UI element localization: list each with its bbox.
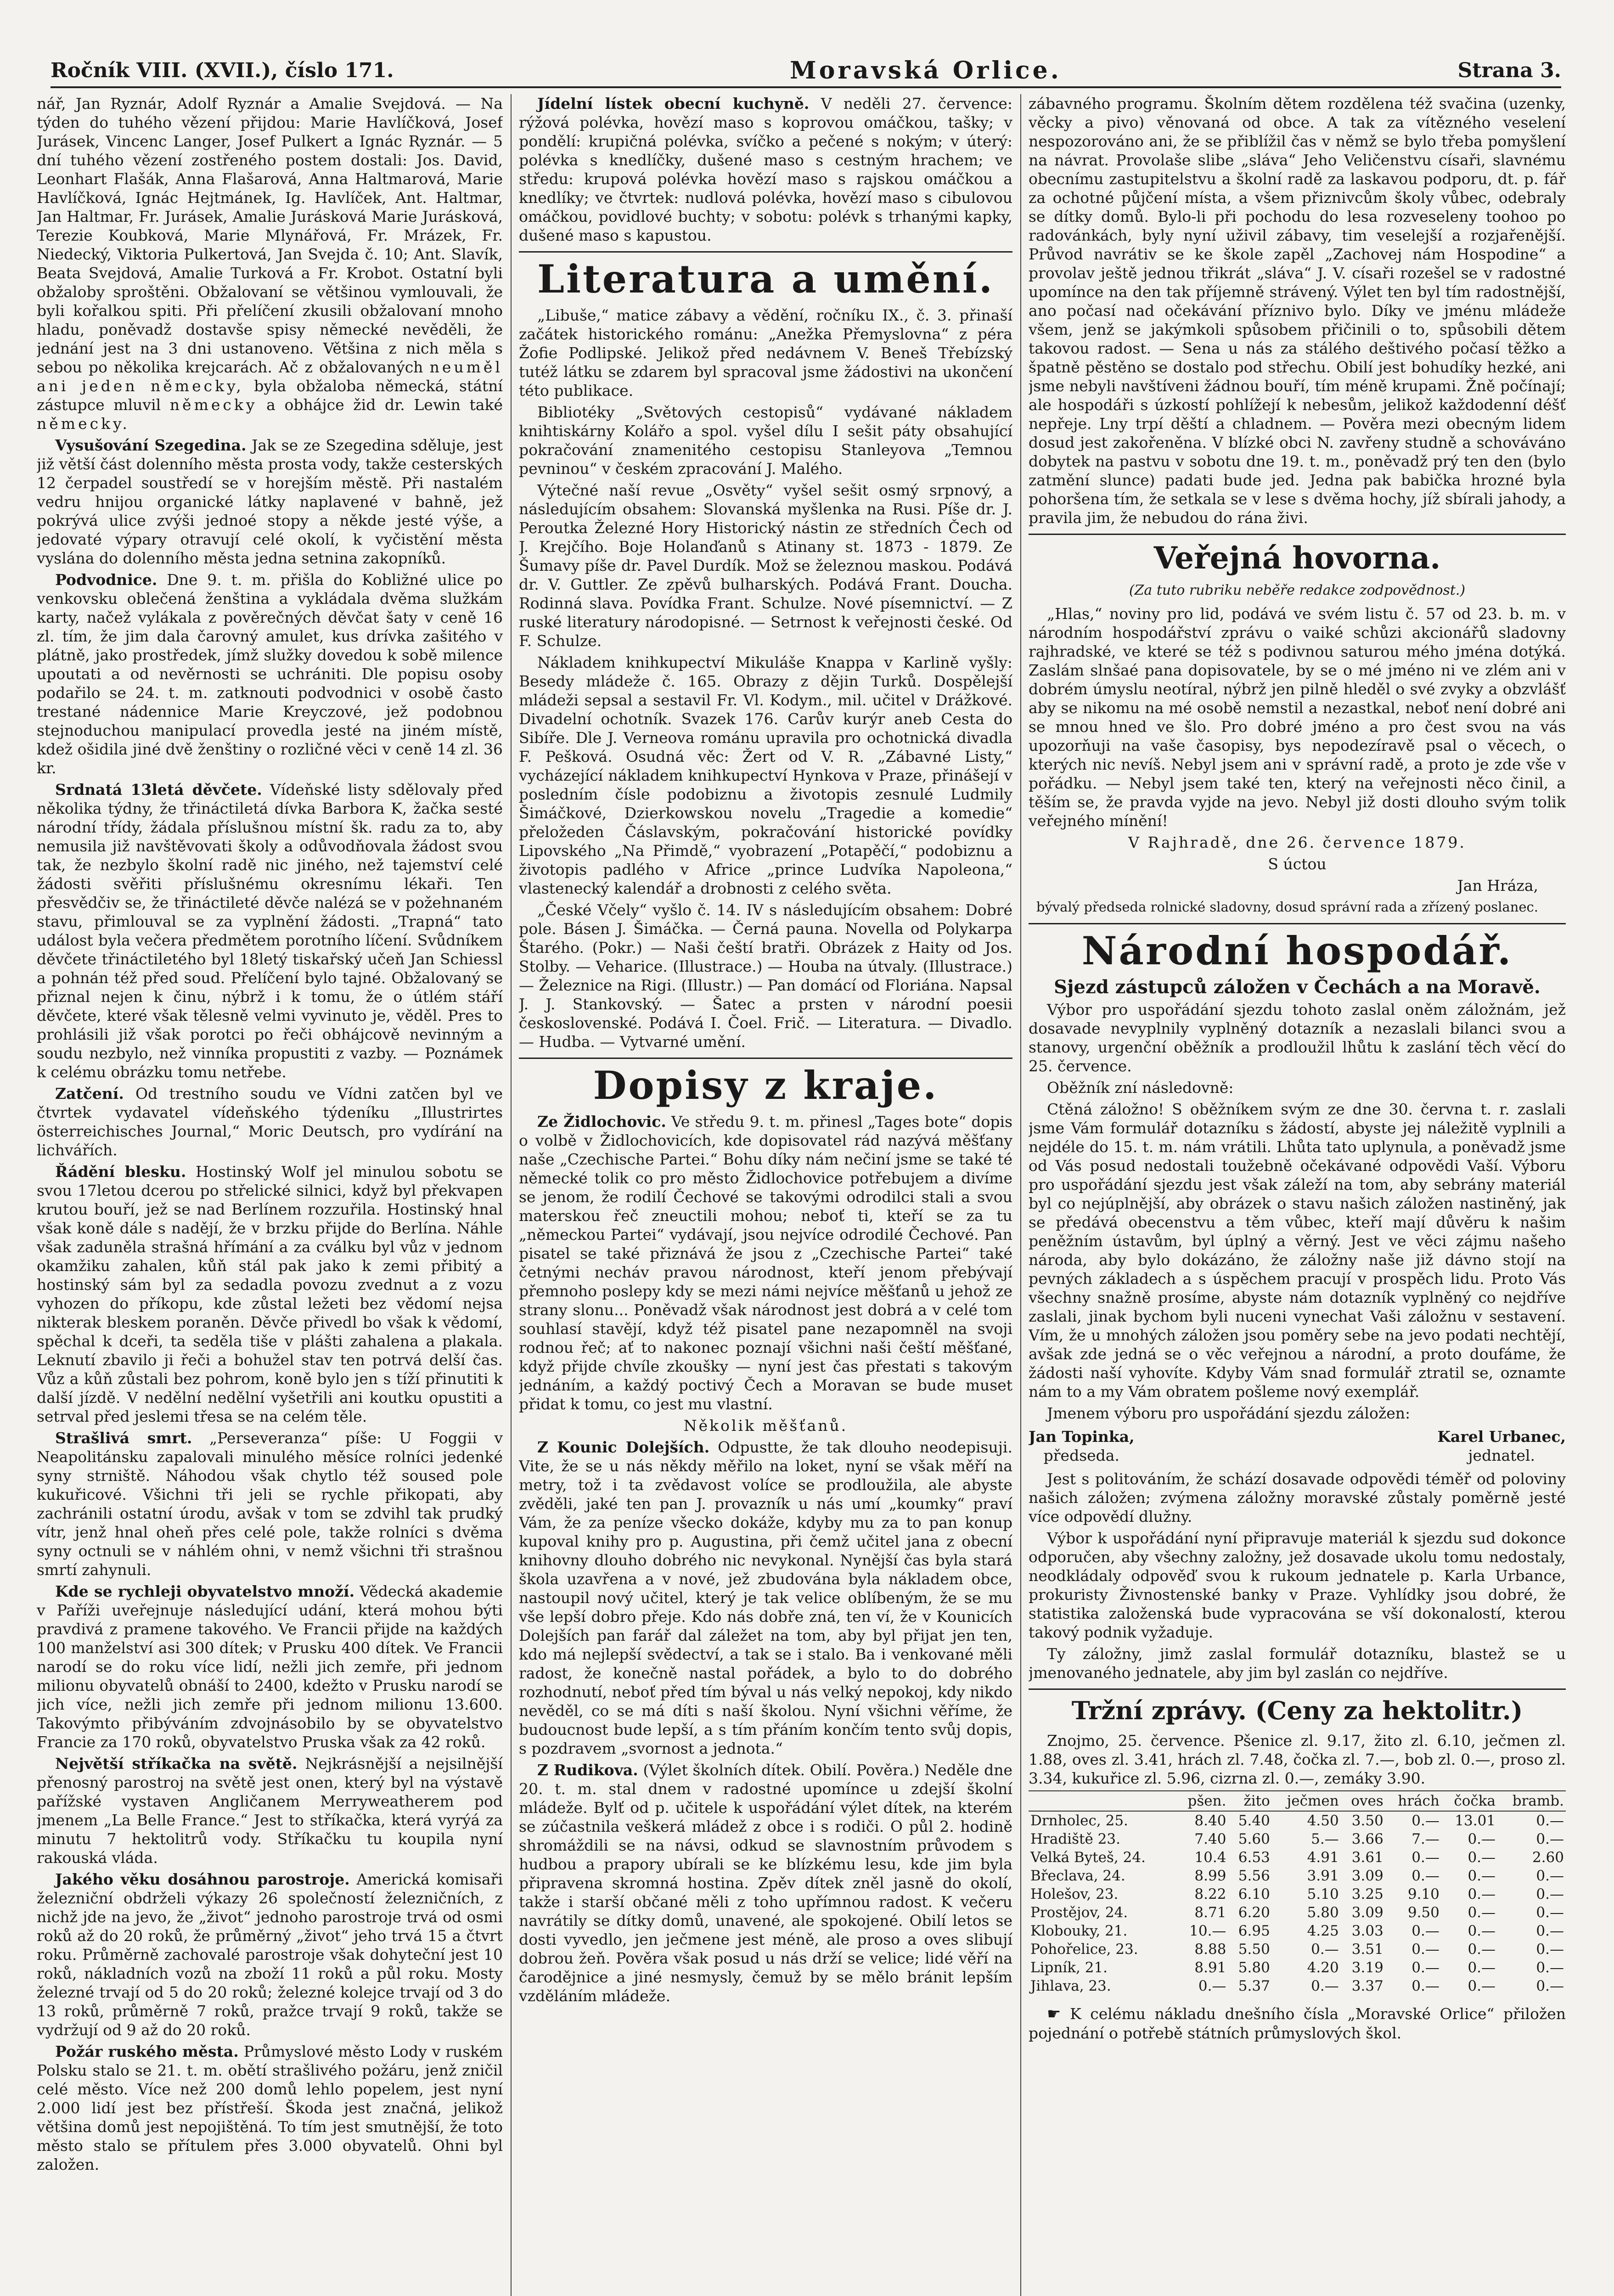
section-title-public-forum: Veřejná hovorna. [1029, 534, 1566, 576]
table-cell: 0.— [1468, 1959, 1496, 1976]
table-row [1029, 1958, 1566, 1977]
table-cell: Prostějov, 24. [1030, 1904, 1128, 1921]
table-cell: Pohořelice, 23. [1030, 1941, 1138, 1958]
news-item: Podvodnice. Dne 9. t. m. přišla do Kobližné ulice po venkovsku oblečená ženština a vykládala dvěma služkám karty, načež vylákala z pověrečných děvčat šaty v ceně 16 zl. tím, že jim dala čarovný amulet, kus drívka zašitého v plátně, jako prostředek, jímž služky dovedou k sobě milence upoutati a od nevěrnosti se uchrániti. Dle popisu osoby podařilo se 24. t. m. zatknouti podvodnici v osobě často trestané nádennice Marie Kreyczové, jež podobnou stejnoduchou manipulací provedla jesté na jiném místě, kdež ošidila jiné dvě ženštiny o rozličné věci v ceně 14 zl. 36 kr. [37, 571, 503, 777]
table-row [1029, 1922, 1566, 1940]
table-cell: 0.— [1311, 1978, 1339, 1994]
price-column-header: čočka [1441, 1791, 1497, 1811]
table-cell: 2.60 [1532, 1849, 1564, 1866]
table-cell: 0.— [1468, 1923, 1496, 1939]
price-column-header: ječmen [1272, 1791, 1341, 1811]
table-cell: 0.— [1468, 1978, 1496, 1994]
table-row [1029, 1848, 1566, 1867]
table-row [1029, 1811, 1566, 1830]
table-cell: Holešov, 23. [1030, 1886, 1119, 1902]
table-cell: 0.— [1536, 1978, 1564, 1994]
table-cell: 5.56 [1238, 1868, 1270, 1884]
price-column-header: oves [1341, 1791, 1385, 1811]
signature-left: Jan Topinka, předseda. [1029, 1428, 1135, 1464]
letter-item: Z Rudikova. (Výlet školních dítek. Obilí. Pověra.) Neděle dne 20. t. m. stal dnem v radostné upomínce u zdejší školní mládeže. Bylť od p. učitele k uspořádání výlet dítek, na kterém se zúčastnila veškerá mládež z obce i s rodiči. O půl 2. hodině shromáždili se na návsi, odkud se slavnostním průvodem s hudbou a prapory ubírali se ke blízkému lesu, kde jim byla připravena skromná hostina. Zpěv dítek zněl jasně do okolí, takže i starší občané měli z toho upřímnou radost. K večeru navrátily se dítky domů, unavené, ale spokojené. Obilí letos se dosti vyvedlo, jen ječmene jest méně, ale proso a oves slibují dobrou žeň. Pověra však posud u nás drží se velice; lidé věří na čarodějnice a jiné nesmysly, čemuž by se mělo bránit lepším vzděláním mládeže. [519, 1761, 1012, 2005]
table-cell: 0.— [1412, 1959, 1440, 1976]
column-divider [1020, 94, 1021, 2296]
table-cell: 0.— [1468, 1941, 1496, 1958]
table-cell: 3.50 [1351, 1812, 1383, 1829]
news-item: Jakého věku dosáhnou parostroje. Americká komisaři železniční obdrželi výkazy 26 společností železničních, z nichž jde na jevo, že „život“ jednoho parostroje trvá od osmi roků až do 20 roků, že průměrný „život“ jeho trvá 15 a čtvrt roku. Průměrně zachovalé parostroje však dohyteční jest 10 roků, nákladních vozů na zboží 11 roků a půl roku. Mosty železné trvají od 5 do 20 roků; železné kolejce trvají od 3 do 13 roků, průměrně 7 roků, pražce trvají 9 roků, takže se vydržují od 9 až do 20 roků. [37, 1870, 503, 2039]
page-header [51, 54, 1561, 88]
table-cell: 5.80 [1238, 1959, 1270, 1976]
table-cell: 8.91 [1194, 1959, 1226, 1976]
news-item: Řádění blesku. Hostinský Wolf jel minulou sobotu se svou 17letou dcerou po střelické silnici, když byl překvapen krutou bouří, jež se nad Berlínem rozzuřila. Hostinský hnal však koně dále s nadějí, že v brzku přijde do Berlína. Náhle však zaduněla strašná hřímání a za cválku byl vůz v jednom okamžiku zahalen, kůň stál pak jako k zemi přibitý a hostinský sám byl za sedadla povozu zvednut a z vozu vyhozen do příkopu, kde zůstal ležeti bez vědomí nejsa nikterak bleskem poraněn. Děvče přivedl bo však k vědomí, spěchal k dceři, ta seděla tiše v plášti zahalena a plakala. Leknutí zbavilo ji řeči a bohužel stav ten potrvá delší čas. Vůz a kůň zůstali bez pohrom, koně bylo jen s tíží přinutiti k další jízdě. V nedělní nedělní vyšetřili ani koutku opustiti a setrval před jeslemi třesa se na celém těle. [37, 1163, 503, 1425]
table-cell: 3.51 [1351, 1941, 1383, 1958]
table-cell: 8.40 [1194, 1812, 1226, 1829]
table-cell: Drnholec, 25. [1030, 1812, 1128, 1829]
table-cell: 8.22 [1194, 1886, 1226, 1902]
table-cell: 0.— [1412, 1941, 1440, 1958]
table-cell: 5.37 [1238, 1978, 1270, 1994]
table-cell: 3.91 [1307, 1868, 1339, 1884]
price-column-header [1029, 1791, 1176, 1811]
column-2 [519, 94, 1012, 2296]
table-cell: 3.09 [1351, 1904, 1383, 1921]
table-cell: 4.50 [1307, 1812, 1339, 1829]
table-cell: 0.— [1468, 1904, 1496, 1921]
literature-item: „Libuše,“ matice zábavy a vědění, ročníku IX., č. 3. přinaší začátek historického románu: „Anežka Přemyslovna“ z péra Žofie Podlipské. Jelikož před nedávnem V. Beneš Třebízský tutéž látku se zdarem byl spracoval jsme žádostivi na ukončení této publikace. [519, 306, 1012, 400]
table-row [1029, 1977, 1566, 1995]
table-cell: 8.88 [1194, 1941, 1226, 1958]
table-cell: 4.20 [1307, 1959, 1339, 1976]
table-cell: 0.— [1311, 1941, 1339, 1958]
table-cell: 8.71 [1194, 1904, 1226, 1921]
economy-item: Jmenem výboru pro uspořádání sjezdu záložen: [1047, 1404, 1411, 1422]
table-cell: 3.03 [1351, 1923, 1383, 1939]
section-disclaimer: (Za tuto rubriku neběře redakce zodpovědnost.) [1129, 582, 1466, 598]
section-title-literature: Literatura a umění. [519, 251, 1012, 301]
news-item: Vysušování Szegedina. Jak se ze Szegedina sděluje, jest již větší část dolenního města prosta vody, takže cesterských 12 čerpadel soustředí se v horejším městě. Při nastalém vedru hnijou organické látky naplavené v bahně, jež pokrývá ulice zvýši jednoé stopy a někde jesté výše, a jedovaté výpary otravují celé okolí, k vyčistění města vyslána do dolenního města jedna setnina zakopníků. [37, 436, 503, 567]
table-cell: 3.66 [1351, 1831, 1383, 1847]
economy-item: Ctěná záložno! S oběžníkem svým ze dne 30. června t. r. zaslali jsme Vám formulář dotazníku s žádostí, abyste jej náležitě vyplnili a nejdéle do 15. t. m. nám vrátili. Lhůta tato uplynula, a poněvadž jsme od Vás posud nedostali toužebně očekávané odpovědi Vaší. Výboru pro uspořádání sjezdu jest však záleží na tom, aby sebrány materiál byl co nejúplnější, aby obrázek o stavu našich záložen nastiněný, jak se předává obecenstvu a těm vůbec, kteří mají důvěru k našim peněžním ústavům, byl úplný a věrný. Jest ve věci zájmu našeho národa, aby bylo dokázáno, že záložny naše již dávno stojí na pevných základech a s úspěchem pracují v prospěch lidu. Proto Vás všechny snažně prosíme, abyste nám dotazník vyplněný co nejdříve zaslali, jinak bychom byli nuceni vynechat Vaši záložnu v sestavení. Vím, že u mnohých záložen jsou poměry sebe na jevo podati nechtějí, avšak zde jedná se o věc veřejnou a národní, a proto doufáme, že žádosti naší vyhovíte. Kdyby Vám snad formulář ztratil se, oznamte nám to a my Vám obratem pošleme nový exemplář. [1029, 1100, 1566, 1401]
literature-item: Výtečné naší revue „Osvěty“ vyšel sešit osmý srpnový, a následujícím obsahem: Slovanská myšlenka na Rusi. Píše dr. J. Peroutka Železné Hory Historický nástin ze středních Čech od J. Krejčího. Boje Holanďanů s Atinany st. 1873 - 1879. Ze Šumavy píše dr. Pavel Durdík. Mož se železnou maskou. Podává dr. V. Guttler. Ze zpěvů bulharských. Podává Frant. Doucha. Rodinná slava. Povídka Frant. Schulze. Nové písemnictví. — Z ruské literatury národopisné. — Setrnost k veřejnosti české. Od F. Schulze. [519, 481, 1012, 650]
news-item: Kde se rychleji obyvatelstvo množí. Vědecká akademie v Paříži uveřejnuje následující udání, která mohou býti pravdivá z pramene takového. Ve Francii přijde na každých 100 manželství asi 300 dítek; v Prusku 400 dítek. Ve Francii narodí se do roku více lidí, nežli jich zemře, při jednom milionu obyvatelů obnáší to 2400, kdežto v Prusku narodí se jich více, nežli jich zemře při jednom milionu 13.600. Takovýmto přibýváním zdvojnásobilo by se obyvatelstvo Francie za 170 roků, obyvatelstvo Pruska však za 42 roků. [37, 1582, 503, 1751]
table-cell: 7.— [1412, 1831, 1440, 1847]
table-cell: 5.— [1311, 1831, 1339, 1847]
news-item: Zatčení. Od trestního soudu ve Vídni zatčen byl ve čtvrtek vydavatel vídeňského týdeníku „Illustrirtes österreichisches Journal,“ Moric Deutsch, pro vydírání na lichvářích. [37, 1085, 503, 1159]
table-cell: 0.— [1468, 1868, 1496, 1884]
table-cell: 0.— [1412, 1978, 1440, 1994]
news-item: Jídelní lístek obecní kuchyně. V neděli 27. července: rýžová polévka, hovězí maso s koprovou omáčkou, tašky; v pondělí: krupičná polévka, svíčko a pečené s nokým; v úterý: polévka s knedlíčky, dušené maso s cestným hrachem; ve středu: krupová polévka hovězí maso s rajskou omáčkou a knedlíky; ve čtvrtek: nudlová polévka, hovězí maso s cibulovou omáčkou, povidlové buchty; v sobotu: polévk s trhanými kapky, dušené maso s kapustou. [519, 95, 1012, 244]
table-cell: 0.— [1412, 1868, 1440, 1884]
signature-right: Karel Urbanec, jednatel. [1437, 1428, 1566, 1464]
masthead-title: Moravská Orlice. [790, 56, 1062, 84]
table-cell: 7.40 [1194, 1831, 1226, 1847]
column-1 [37, 94, 503, 2296]
table-cell: 0.— [1468, 1886, 1496, 1902]
table-cell: 5.10 [1307, 1886, 1339, 1902]
letter-continuation: zábavného programu. Školním dětem rozdělena též svačina (uzenky, věcky a pivo) věnovaná od obce. A tak za vítězného veselení nespozorováno ani, že se přiblížil čas v němž se bylo třeba pomyšlení na návrat. Provolaše slibe „sláva“ Jeho Veličenstvu císaři, slavnému obecnímu zastupitelstvu a školní radě za laskavou podporu, dt. p. fář za ochotné půjčení místa, a všem přiznivcům školy vůbec, odebraly se dítky domů. Bylo-li při pochodu do lesa rozveseleny toohoo po radovánkách, byly nyní uživil zábavy, tim veselejší a rozjařenější. Průvod navrátiv se ke škole zapěl „Zachovej nám Hospodine“ a provolav ještě jednou třikrát „sláva“ J. V. císaři rozešel se v radostné upomínce na den tak příjemně strávený. Výlet ten byl tím radostnější, ano počasí nad očekávání příznivo bylo. Díky ve jménu mládeže všem, jenž se jakýmkoli spůsobem přičinili o to, spůsobili dětem takovou radost. — Sena u nás za stálého deštivého počasí těžko a špatně pěstěno se dostalo pod střechu. Obilí jest bohudíky hezké, ani jsme nebyli navštíveni žádnou bouří, tím méně krupami. Žně počínají; ale hospodáři s úzkostí pohlížejí k nebesům, jelikož každodenní déšť nepřeje. Lny trpí děští a chladnem. — Pověra mezi obecným lidem dosud jest zakořeněna. V blízké obci N. zavřeny studně a schováváno dobytek na pastvu v sobotu dne 19. t. m., poněvadž prý ten den (bylo zatmění slunce) padati bude jed. Jedna pak babička hrozné byla pohoršena tím, že setkala se v lese s dvěma hochy, jíž sbírali jahody, a pravila jim, že nebudou do rána živi. [1029, 95, 1566, 527]
table-cell: Klobouky, 21. [1030, 1923, 1128, 1939]
table-cell: 0.— [1536, 1831, 1564, 1847]
table-cell: 13.01 [1455, 1812, 1496, 1829]
table-cell: 6.20 [1238, 1904, 1270, 1921]
news-item: Největší stříkačka na světě. Nejkrásnější a nejsilnější přenosný parostroj na světě jest onen, který byl na výstavě pařížské vystaven Angličanem Merryweatherem pod jmenem „La Belle France.“ Jest to stříkačka, která vyrýá za minutu 7 hektolitrů vody. Stříkačku tu koupila nyní rakouská vláda. [37, 1755, 503, 1867]
economy-item: Ty záložny, jimž zaslal formulář dotazníku, blastež se u jmenovaného jednatele, aby jim byl zaslán co nejdříve. [1029, 1645, 1566, 1682]
letter-item: Z Kounic Dolejších. Odpustte, že tak dlouho neodepisuji. Vite, že se u nás někdy měřilo na loket, nyní se však měří na metry, tož i ta zvědavost volíce se prodloužila, ale abyste zvěděli, jaké ten pan J. provazník u nás umí „koumky“ praví Vám, že za peníze všecko dokáže, kdyby mu za to pan konup kupoval knihy pro p. Augustina, při čemž učitel jana z obecní knihovny dlouho dobrého nic nevykonal. Nynější čas byla stará škola uzavřena a v nové, jež zbudována byla nákladem obce, nastoupil nový učitel, který je tak velice oblíbeným, že se mu vše lepší dobro přeje. Kdo nás dobře zná, ten ví, že v Kounicích Dolejších pan farář dal záležet na tom, aby byl přijat jen ten, kdo má nejlepší svědectví, a tak se i stalo. Ba i venkované měli radost, že konečně nastal pořádek, a bylo to do dobrého rozhodnutí, neboť před tím býval u nás velký nepokoj, kdy nikdo nevěděl, co se má díti s naší školou. Nyní všichni věříme, že budoucnost bude lepší, a s tím přáním končím tento svůj dopis, s pozdravem „svornost a jednota.“ [519, 1438, 1012, 1757]
table-cell: 5.60 [1238, 1831, 1270, 1847]
letter-item: Ze Židlochovic. Ve středu 9. t. m. přinesl „Tages bote“ dopis o volbě v Židlochovicích, kde dopisovatel rád nazývá měšťany naše „Czechische Partei.“ Bohu díky nám nečiní jsme se také té německé tolik co pro město Židlochovice potřebujem a divíme se jenom, že rodilí Čechové se takovými odrodilci stali a svou materskou řeč zneuctili mohou; neboť ti, kteří se za tu „německou Partei“ vydávají, jsou nejvíce odrodilé Čechové. Pan pisatel se také přiznává že jsou z „Czechische Partei“ také četnými necháv pravou národnost, kteří jenom přebývají přemnoho poslepy kdy se mezi námi nejvíce měšťanů u jehož ze strany slonu... Poněvadž však národnost jest dobrá a v celé tom souhlasí stavějí, když též pisatel pane nezapomněl na svoji rodnou řeč; ať to nakonec poznají všichni naši čeští měšťané, když přijde chvíle zkoušky — nyní jest čas přestati s takovým jednáním, a každý poctivý Čech a Moravan se bude muset přidat k tomu, co jest mu vlastní. [519, 1113, 1012, 1413]
section-title-market: Tržní zprávy. (Ceny za hektolitr.) [1029, 1688, 1566, 1727]
table-cell: 0.— [1412, 1812, 1440, 1829]
table-cell: 9.10 [1407, 1886, 1440, 1902]
literature-item: „České Včely“ vyšlo č. 14. IV s následujícím obsahem: Dobré pole. Básen J. Šimáčka. — Černá pauna. Novella od Polykarpa Štarého. (Pokr.) — Naši čeští bratři. Obrázek z Haity od Jos. Stolby. — Veharice. (Illustrace.) — Houba na útvaly. (Illustrace.) — Železnice na Rigi. (Illustr.) — Pan domácí od Floriána. Napsal J. J. Stankovský. — Šatec a prsten v národní poesii československé. Podává I. Čoel. Frič. — Literatura. — Divadlo. — Hudba. — Vytvarné umění. [519, 901, 1012, 1051]
issue-info: Ročník VIII. (XVII.), číslo 171. [51, 58, 394, 82]
table-cell: 5.50 [1238, 1941, 1270, 1958]
table-cell: 5.40 [1238, 1812, 1270, 1829]
table-cell: Jihlava, 23. [1030, 1978, 1111, 1994]
table-row [1029, 1867, 1566, 1885]
table-cell: 6.95 [1238, 1923, 1270, 1939]
table-cell: 6.53 [1238, 1849, 1270, 1866]
table-cell: 4.91 [1307, 1849, 1339, 1866]
table-cell: 0.— [1536, 1812, 1564, 1829]
table-cell: Hradiště 23. [1030, 1831, 1120, 1847]
table-cell: 3.19 [1351, 1959, 1383, 1976]
letter-signature: Několik měšťanů. [683, 1417, 848, 1435]
section-title-letters: Dopisy z kraje. [519, 1058, 1012, 1108]
table-cell: Břeclava, 24. [1030, 1868, 1125, 1884]
table-cell: 5.80 [1307, 1904, 1339, 1921]
price-column-header: žito [1228, 1791, 1271, 1811]
table-cell: 3.61 [1351, 1849, 1383, 1866]
article-continuation: nář, Jan Ryznár, Adolf Ryznár a Amalie Svejdová. — Na týden do tuhého vězení přijdou: Marie Havlíčková, Josef Jurásek, Vincenc Langer, Josef Pulkert a Ignác Ryznár. — 5 dní tuhého vězení zostřeného postem dostali: Jos. David, Leonhart Flašák, Anna Flašarová, Anna Haltmarová, Marie Havlíčková, Ignác Hejtmánek, Ig. Havlíček, Ant. Haltmar, Jan Haltmar, Fr. Jurásek, Amalie Jurásková Marie Jurásková, Terezie Koubková, Marie Mlynářová, Fr. Mrázek, Fr. Niedecký, Viktoria Pulkertová, Jan Svejda č. 10; Ant. Slavík, Beata Svejdová, Amalie Turková a Fr. Krobot. Ostatní byli obžaloby sproštěni. Obžalovaní se většinou vymlouvali, že byli kořalkou spiti. Při přelíčení zkusili obžalovaní mnoho hladu, poněvadž dostavše spisy německé nevěděli, že jednání jest na 3 dni ustanoveno. Většina z nich měla s sebou po několika krejcarách. Ač z obžalovaných neuměl ani jeden německy, byla obžaloba německá, státní zástupce mluvil německy a obhájce žid dr. Lewin také německy. [37, 95, 503, 433]
news-item: Strašlivá smrt. „Perseveranza“ píše: U Foggii v Neapolitánsku zapalovali minulého měsíce rolníci jedenké syny strniště. Náhodou však chytlo též soused pole kukuřicové. Všichni tři jeli se rychle přikopati, aby zachránili ostatní úrodu, avšak v tom se zdvihl tak prudký vítr, jenž hnal oheň přes celé pole, takže rolníci s dvěma syny octnuli se v náhlém ohni, v nemž všichni tři strašnou smrtí zahynuli. [37, 1429, 503, 1579]
price-column-header: hrách [1385, 1791, 1441, 1811]
table-cell: 0.— [1536, 1886, 1564, 1902]
news-item: Požár ruského města. Průmyslové město Lody v ruském Polsku stalo se 21. t. m. obětí strašlivého požáru, jenž zničil celé město. Více než 200 domů lehlo popelem, jest nyní 2.000 lidí jest bez přístřeší. Škoda jest značná, jelikož většina domů jest nepojištěná. To tím jest smutnější, že toto město stalo se přítulem přes 3.000 obyvatelů. Ohni byl založen. [37, 2043, 503, 2173]
economy-item: Jest s politováním, že schází dosavade odpovědi téměř od poloviny našich záložen; zvýmena záložny moravské zůstaly poměrně jesté více odpovědí dlužny. [1029, 1470, 1566, 1525]
table-cell: 3.25 [1351, 1886, 1383, 1902]
pointing-hand-icon: ☛ [1047, 2005, 1061, 2023]
table-cell: 8.99 [1194, 1868, 1226, 1884]
price-table-body [1029, 1811, 1566, 1995]
table-cell: 4.25 [1307, 1923, 1339, 1939]
table-cell: 10.— [1189, 1923, 1226, 1939]
column-divider [511, 94, 512, 2296]
literature-item: Bibliotéky „Světových cestopisů“ vydávané nákladem knihtiskárny Kolářo a spol. vyšel dílu I sešit páty obsahující pokračování znamenitého cestopisu Stanleyova „Temnou pevninou“ v českém zpracování J. Malého. [519, 403, 1012, 478]
forum-place-date: V Rajhradě, dne 26. července 1879. [1128, 833, 1466, 851]
forum-greeting: S úctou [1268, 855, 1327, 873]
table-row [1029, 1885, 1566, 1903]
table-cell: 6.10 [1238, 1886, 1270, 1902]
price-column-header: bramb. [1497, 1791, 1566, 1811]
economy-item: Výbor k uspořádání nyní připravuje materiál k sjezdu sud dokonce odporučen, aby všechny založny, jež dosavade ukolu tomu nedostaly, neodkládaly odpověď svou k rukoum jednatele p. Karla Urbance, prokuristy Živnostenské banky v Praze. Vyhlídky jsou dobré, že statistika založenská bude vypracována se vší dokonalostí, kterou takový podnik vyžaduje. [1029, 1529, 1566, 1641]
table-cell: 0.— [1198, 1978, 1226, 1994]
table-cell: 0.— [1536, 1904, 1564, 1921]
price-table [1029, 1790, 1566, 1995]
article-title: Sjezd zástupců záložen v Čechách a na Moravě. [1054, 976, 1541, 998]
table-cell: 9.50 [1407, 1904, 1440, 1921]
table-cell: 0.— [1536, 1868, 1564, 1884]
table-cell: 3.37 [1351, 1978, 1383, 1994]
economy-signatures [1029, 1427, 1566, 1465]
news-item: Srdnatá 13letá děvčete. Vídeňské listy sdělovaly před několika týdny, že třináctiletá dívka Barbora K, žačka sesté národní třídy, žádala příslušnou místní šk. radu za to, aby nemusila již navštěvovati školy a odůvodňovala žádost svou tak, že nezbylo školní radě nic jiného, než tajemství celé žádosti svěřiti příslušnému okresnímu lékaři. Ten přesvědčiv se, že třináctileté děvče nalézá se v požehnaném stavu, přimlouval se za vyplnění žádosti. „Trapná“ tato událost byla večera předmětem porotního líčení. Svůdníkem děvčete třináctiletého byl 18letý tiskařský učeň Jan Schiessl a pohnán též před soud. Přelíčení bylo tajné. Obžalovaný se přiznal nejen k činu, nýbrž i k tomu, že o útlém stáří děvčete, které však tělesně velmi vyvinuto je, věděl. Pres to prohlásili již však porotci po řeči obhájcově nevinným a soudu nezbylo, než vinníka propustiti z vazby. — Poznámek k celému obrázku tomu netřebe. [37, 781, 503, 1081]
literature-item: Nákladem knihkupectví Mikuláše Knappa v Karlině vyšly: Besedy mládeže č. 165. Obrazy z dějin Turků. Dospělejší mládeži sepsal a sestavil Fr. Vl. Kodym., mil. učitel v Drážkové. Divadelní ochotník. Svazek 176. Carův kurýr aneb Cesta do Sibíře. Dle J. Verneova románu upravila pro ochotnická divadla F. Pešková. Osudná věc: Žert od V. R. „Zábavné Listy,“ vycházející nákladem knihkupectví Hynkova v Praze, přinášejí v posledním čísle podobiznu a životopis zesnulé Ludmily Šimáčkové, Dzierkowskou novelu „Tragedie a komedie“ přeložeden Čáslavským, pokračování historické povídky Lipovského „Na Přimdě,“ vyobrazení „Potapěčí,“ podobiznu a životopis padlého v Africe „prince Ludvíka Napoleona,“ vlastenecký kalendář a drobnosti z celého světa. [519, 653, 1012, 897]
price-column-header: pšen. [1176, 1791, 1228, 1811]
forum-signature-role: bývalý předseda rolnické sladovny, dosud správní rada a zřízený poslanec. [1036, 899, 1538, 915]
forum-item: „Hlas,“ noviny pro lid, podává ve svém listu č. 57 od 23. b. m. v národním hospodářství zprávu o vaiké schůzi akcionářů sladovny rajhradské, ve které se též s podivnou saturou mého jména dotýká. Zaslám slnšaé pana dopisovatele, by se o mé jméno ni ve zlém ani v dobrém úmyslu neotíral, nýbrž jen pilně hleděl o své zvyky a obzvlášť aby se nikomu na mé osobě nemstil a nezastkal, neboť není dobré ani se mnou hned ve šlo. Pro dobré jméno a pro čest svou na vás upozorňuji na vaše časopisy, bys nepodezíravě psal o věcech, o kterých nic nevíš. Nebyl jsem ani v správní radě, a proto je zde vše v pořádku. — Nebyl jsem také ten, který na veřejnosti něco činil, a těším se, že pravda vyjde na jevo. Nebyl již dosti dlouho svým tolik veřejného mínění! [1029, 605, 1566, 830]
column-3 [1029, 94, 1566, 2296]
market-item: Znojmo, 25. července. Pšenice zl. 9.17, žito zl. 6.10, ječmen zl. 1.88, oves zl. 3.41, hrách zl. 7.48, čočka zl. 7.—, bob zl. 0.—, proso zl. 3.34, kukuřice zl. 5.96, cizrna zl. 0.—, zemáky 3.90. [1029, 1732, 1566, 1787]
page-number: Strana 3. [1457, 58, 1561, 82]
table-cell: 0.— [1536, 1959, 1564, 1976]
table-cell: 0.— [1468, 1849, 1496, 1866]
table-cell: 0.— [1536, 1941, 1564, 1958]
economy-item: Výbor pro uspořádání sjezdu tohoto zaslal oněm záložnám, jež dosavade nevyplnily vyplněný dotazník a nezaslali bilanci svou a stanovy, urgenční oběžník a prodloužil lhůtu k zaslání těch věcí do 25. července. [1029, 1001, 1566, 1075]
table-cell: 0.— [1412, 1923, 1440, 1939]
table-cell: 10.4 [1194, 1849, 1226, 1866]
economy-item: Oběžník zní následovně: [1047, 1079, 1234, 1097]
table-row [1029, 1940, 1566, 1958]
section-title-economy: Národní hospodář. [1029, 923, 1566, 973]
price-table-header [1029, 1791, 1566, 1811]
forum-signature-name: Jan Hráza, [1457, 877, 1538, 895]
table-cell: 0.— [1536, 1923, 1564, 1939]
table-cell: Lipník, 21. [1030, 1959, 1108, 1976]
table-cell: 0.— [1412, 1849, 1440, 1866]
table-cell: Velká Byteš, 24. [1030, 1849, 1146, 1866]
table-row [1029, 1830, 1566, 1848]
table-cell: 3.09 [1351, 1868, 1383, 1884]
table-row [1029, 1903, 1566, 1922]
table-cell: 0.— [1468, 1831, 1496, 1847]
supplement-note: ☛ K celému nákladu dnešního čísla „Moravské Orlice“ přiložen pojednání o potřebě státních průmyslových škol. [1029, 2005, 1566, 2042]
